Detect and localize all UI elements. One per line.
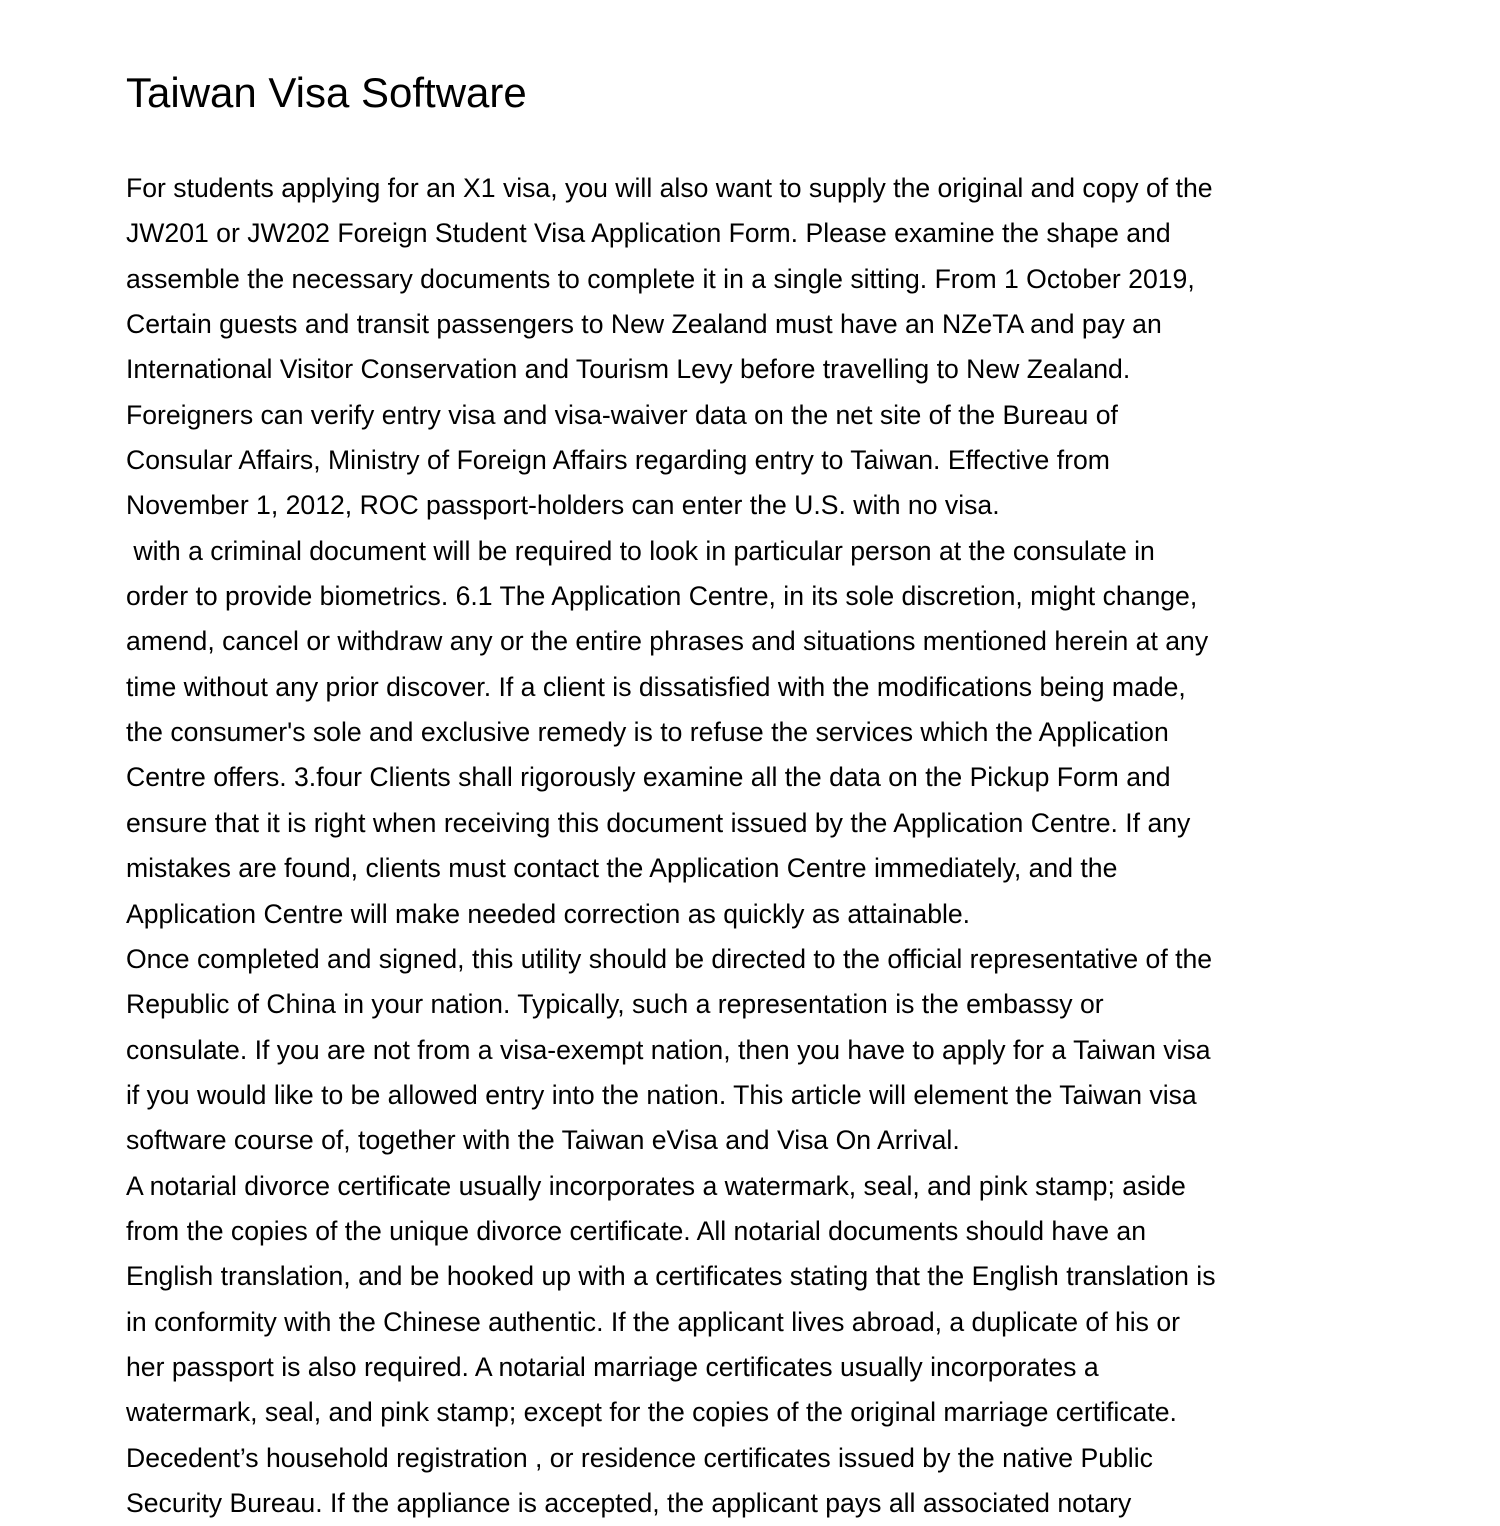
body-line: from the copies of the unique divorce certificate. All notarial documents should have an: [126, 1215, 1147, 1246]
body-line: if you would like to be allowed entry into the nation. This article will element the Taiwan visa: [126, 1079, 1197, 1110]
body-line: English translation, and be hooked up with a certificates stating that the English translation is: [126, 1261, 1216, 1292]
body-line: A notarial divorce certificate usually incorporates a watermark, seal, and pink stamp; aside: [126, 1170, 1186, 1201]
body-line: time without any prior discover. If a client is dissatisfied with the modifications being made,: [126, 671, 1186, 702]
body-line: mistakes are found, clients must contact the Application Centre immediately, and the: [126, 853, 1118, 884]
body-line: JW201 or JW202 Foreign Student Visa Application Form. Please examine the shape and: [126, 218, 1171, 249]
body-line: Decedent’s household registration , or residence certificates issued by the native Public: [126, 1442, 1153, 1473]
body-line: For students applying for an X1 visa, you will also want to supply the original and copy of the: [126, 173, 1213, 203]
body-line: amend, cancel or withdraw any or the entire phrases and situations mentioned herein at any: [126, 626, 1209, 657]
body-line: Foreigners can verify entry visa and visa-waiver data on the net site of the Bureau of: [126, 399, 1118, 430]
document-body: [126, 166, 1376, 1526]
body-line: Certain guests and transit passengers to New Zealand must have an NZeTA and pay an: [126, 309, 1162, 340]
body-line: Security Bureau. If the appliance is accepted, the applicant pays all associated notary: [126, 1487, 1132, 1518]
body-line: International Visitor Conservation and Tourism Levy before travelling to New Zealand.: [126, 354, 1131, 385]
body-line: Application Centre will make needed correction as quickly as attainable.: [126, 898, 971, 929]
body-line: consulate. If you are not from a visa-exempt nation, then you have to apply for a Taiwan visa: [126, 1034, 1211, 1065]
body-line: in conformity with the Chinese authentic. If the applicant lives abroad, a duplicate of his or: [126, 1306, 1180, 1337]
body-line: Republic of China in your nation. Typically, such a representation is the embassy or: [126, 989, 1104, 1020]
body-line: assemble the necessary documents to complete it in a single sitting. From 1 October 2019,: [126, 263, 1195, 294]
body-line: order to provide biometrics. 6.1 The Application Centre, in its sole discretion, might change,: [126, 581, 1198, 612]
body-line: ensure that it is right when receiving this document issued by the Application Centre. If any: [126, 807, 1191, 838]
body-line: watermark, seal, and pink stamp; except for the copies of the original marriage certificate.: [126, 1397, 1177, 1428]
body-line: Centre offers. 3.four Clients shall rigorously examine all the data on the Pickup Form and: [126, 762, 1171, 793]
body-line: Once completed and signed, this utility should be directed to the official representative of the: [126, 943, 1213, 974]
body-line: her passport is also required. A notarial marriage certificates usually incorporates a: [126, 1351, 1099, 1382]
body-line: November 1, 2012, ROC passport-holders can enter the U.S. with no visa.: [126, 490, 1000, 521]
body-line: with a criminal document will be required to look in particular person at the consulate in: [126, 535, 1155, 566]
body-line: software course of, together with the Taiwan eVisa and Visa On Arrival.: [126, 1125, 960, 1156]
body-line: the consumer's sole and exclusive remedy is to refuse the services which the Application: [126, 717, 1169, 748]
body-line: Consular Affairs, Ministry of Foreign Affairs regarding entry to Taiwan. Effective from: [126, 445, 1110, 476]
document-title: Taiwan Visa Software: [126, 69, 527, 116]
